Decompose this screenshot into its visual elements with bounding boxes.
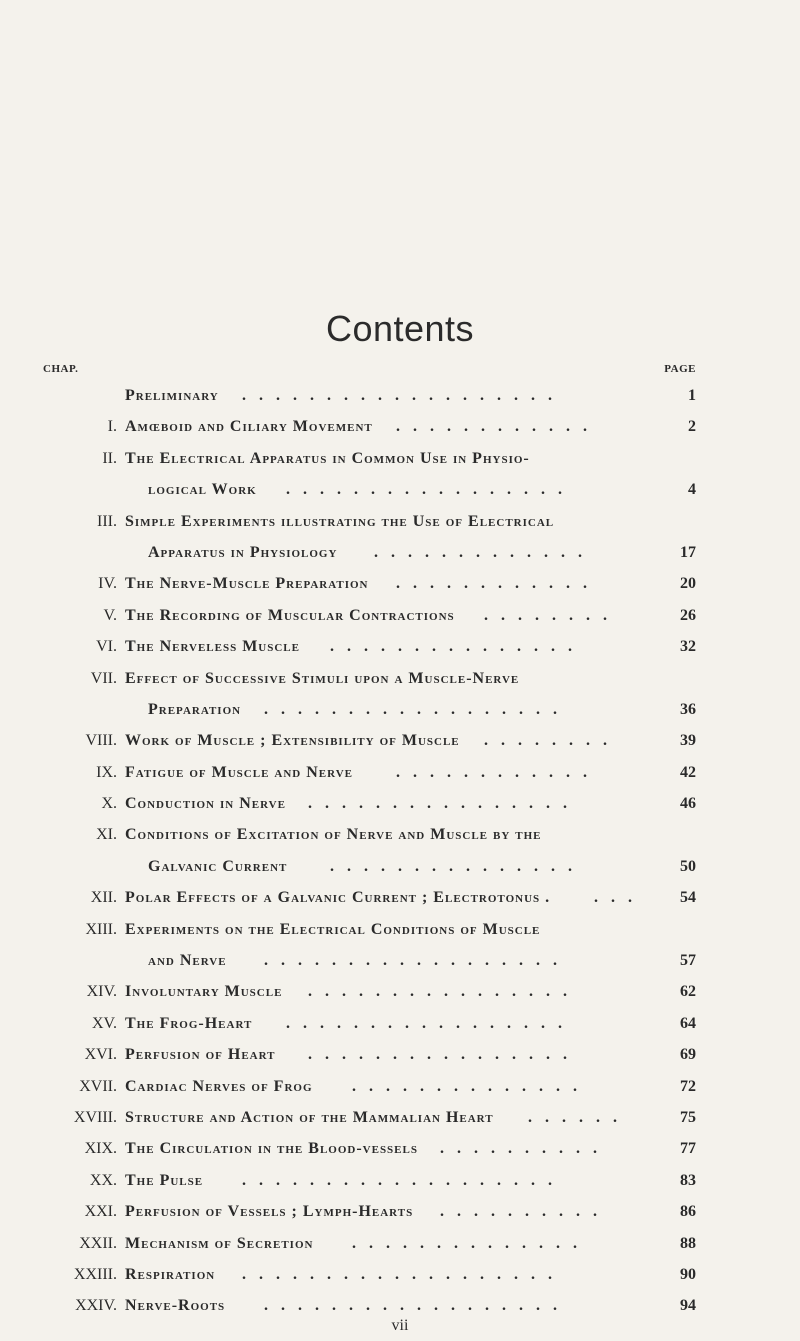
chapter-title: Mechanism of Secretion — [125, 1234, 314, 1252]
chapter-number: XIV. — [86, 983, 117, 1001]
chapter-title: The Recording of Muscular Contractions — [125, 606, 455, 624]
toc-row — [0, 443, 800, 474]
page-number: 17 — [680, 543, 696, 561]
dot-leader: ... — [594, 889, 645, 907]
dot-leader: ................. — [286, 1014, 575, 1032]
page-number: 50 — [680, 857, 696, 875]
chapter-number: XIX. — [84, 1140, 117, 1158]
chapter-title: Structure and Action of the Mammalian Heart — [125, 1108, 494, 1126]
dot-leader: ...... — [528, 1108, 630, 1126]
chapter-title: Conduction in Nerve — [125, 795, 286, 813]
toc-row — [0, 819, 800, 850]
dot-leader: ................ — [308, 1046, 580, 1064]
chapter-number: VIII. — [85, 732, 117, 750]
chapter-title: Effect of Successive Stimuli upon a Muscle-Nerve — [125, 669, 520, 687]
chapter-number: XIII. — [85, 920, 117, 938]
dot-leader: .............. — [352, 1077, 590, 1095]
chapter-title: Perfusion of Vessels ; Lymph-Hearts — [125, 1203, 414, 1221]
toc-row — [0, 1165, 800, 1196]
chapter-title: Fatigue of Muscle and Nerve — [125, 763, 353, 781]
page-number: 39 — [680, 732, 696, 750]
chapter-column-header: CHAP. — [43, 363, 79, 375]
chapter-number: VII. — [90, 669, 117, 687]
dot-leader: ............... — [330, 857, 585, 875]
page-folio: vii — [391, 1317, 409, 1334]
chapter-title: Conditions of Excitation of Nerve and Muscle by the — [125, 826, 542, 844]
page-number: 1 — [688, 387, 696, 404]
chapter-title: Preliminary — [125, 387, 219, 404]
page-number: 57 — [680, 952, 696, 970]
page-number: 94 — [680, 1297, 696, 1315]
chapter-number: VI. — [96, 638, 117, 656]
chapter-number: II. — [102, 449, 117, 467]
chapter-title: Perfusion of Heart — [125, 1046, 276, 1064]
chapter-title: The Nerve-Muscle Preparation — [125, 575, 369, 593]
chapter-number: I. — [107, 418, 117, 436]
toc-row — [0, 568, 800, 599]
dot-leader: ................... — [242, 1171, 565, 1189]
chapter-title: Work of Muscle ; Extensibility of Muscle — [125, 732, 460, 750]
dot-leader: ........ — [484, 732, 620, 750]
chapter-number: XXIII. — [73, 1265, 117, 1283]
page-number: 62 — [680, 983, 696, 1001]
dot-leader: .................. — [264, 952, 570, 970]
toc-row — [0, 1071, 800, 1102]
toc-row — [0, 1259, 800, 1290]
page-number: 64 — [680, 1014, 696, 1032]
chapter-title: The Circulation in the Blood-vessels — [125, 1140, 418, 1158]
dot-leader: ................... — [242, 1265, 565, 1283]
toc-row — [0, 474, 800, 505]
page-number: 42 — [680, 763, 696, 781]
table-of-contents — [0, 380, 800, 1322]
toc-row — [0, 945, 800, 976]
chapter-title: The Frog-Heart — [125, 1014, 253, 1032]
toc-row — [0, 1039, 800, 1070]
toc-row — [0, 537, 800, 568]
chapter-title: The Electrical Apparatus in Common Use in Physio- — [125, 449, 530, 467]
chapter-title: Polar Effects of a Galvanic Current ; Electrotonus . — [125, 889, 551, 907]
chapter-number: V. — [103, 606, 117, 624]
dot-leader: ................ — [308, 795, 580, 813]
dot-leader: ................... — [242, 387, 565, 404]
chapter-title: Simple Experiments illustrating the Use of Electrical — [125, 512, 555, 530]
page-number: 69 — [680, 1046, 696, 1064]
chapter-title: Cardiac Nerves of Frog — [125, 1077, 313, 1095]
dot-leader: ............... — [330, 638, 585, 656]
page-number: 86 — [680, 1203, 696, 1221]
chapter-title: Preparation — [148, 700, 242, 718]
chapter-title: Amœboid and Ciliary Movement — [125, 418, 373, 436]
page-number: 4 — [688, 481, 696, 499]
page-number: 72 — [680, 1077, 696, 1095]
chapter-title: The Pulse — [125, 1171, 204, 1189]
page-number: 26 — [680, 606, 696, 624]
chapter-title: logical Work — [148, 481, 257, 499]
toc-row — [0, 1008, 800, 1039]
chapter-title: Involuntary Muscle — [125, 983, 283, 1001]
chapter-title: Experiments on the Electrical Conditions of Muscle — [125, 920, 541, 938]
page-number: 75 — [680, 1108, 696, 1126]
dot-leader: ................. — [286, 481, 575, 499]
toc-row — [0, 1196, 800, 1227]
dot-leader: ............ — [396, 418, 600, 436]
page-number: 77 — [680, 1140, 696, 1158]
dot-leader: .................. — [264, 700, 570, 718]
toc-row — [0, 882, 800, 913]
chapter-number: XII. — [90, 889, 117, 907]
dot-leader: ............ — [396, 575, 600, 593]
chapter-number: XXI. — [84, 1203, 117, 1221]
chapter-number: XXIV. — [75, 1297, 117, 1315]
page-number: 54 — [680, 889, 696, 907]
page-column-header: PAGE — [664, 363, 696, 375]
page-title: Contents — [325, 308, 475, 349]
dot-leader: ........ — [484, 606, 620, 624]
chapter-title: and Nerve — [148, 952, 227, 970]
toc-row — [0, 851, 800, 882]
chapter-title: Respiration — [125, 1265, 216, 1283]
chapter-number: XVIII. — [73, 1108, 117, 1126]
toc-row — [0, 506, 800, 537]
toc-row — [0, 600, 800, 631]
page-number: 83 — [680, 1171, 696, 1189]
dot-leader: .......... — [440, 1140, 610, 1158]
chapter-number: IV. — [98, 575, 117, 593]
chapter-number: XVI. — [84, 1046, 117, 1064]
chapter-number: XV. — [91, 1014, 117, 1032]
toc-row — [0, 914, 800, 945]
chapter-title: Galvanic Current — [148, 857, 288, 875]
page-number: 90 — [680, 1265, 696, 1283]
chapter-number: X. — [101, 795, 117, 813]
chapter-number: XI. — [96, 826, 117, 844]
chapter-number: XX. — [89, 1171, 117, 1189]
dot-leader: .............. — [352, 1234, 590, 1252]
chapter-title: Apparatus in Physiology — [148, 543, 338, 561]
chapter-title: Nerve-Roots — [125, 1297, 226, 1315]
toc-row — [0, 631, 800, 662]
toc-row — [0, 694, 800, 725]
dot-leader: .................. — [264, 1297, 570, 1315]
toc-row — [0, 976, 800, 1007]
dot-leader: ............. — [374, 543, 595, 561]
chapter-number: XXII. — [79, 1234, 117, 1252]
chapter-number: III. — [97, 512, 117, 530]
chapter-number: XVII. — [79, 1077, 117, 1095]
page-number: 46 — [680, 795, 696, 813]
chapter-number: IX. — [96, 763, 117, 781]
toc-row — [0, 757, 800, 788]
toc-row — [0, 1102, 800, 1133]
dot-leader: ............ — [396, 763, 600, 781]
page-number: 32 — [680, 638, 696, 656]
toc-row — [0, 663, 800, 694]
dot-leader: .......... — [440, 1203, 610, 1221]
page-number: 2 — [688, 418, 696, 436]
page-number: 36 — [680, 700, 696, 718]
toc-row — [0, 411, 800, 442]
chapter-title: The Nerveless Muscle — [125, 638, 300, 656]
toc-row — [0, 1228, 800, 1259]
toc-row — [0, 788, 800, 819]
toc-row — [0, 725, 800, 756]
page-number: 20 — [680, 575, 696, 593]
dot-leader: ................ — [308, 983, 580, 1001]
toc-row — [0, 380, 800, 411]
page-number: 88 — [680, 1234, 696, 1252]
toc-row — [0, 1133, 800, 1164]
